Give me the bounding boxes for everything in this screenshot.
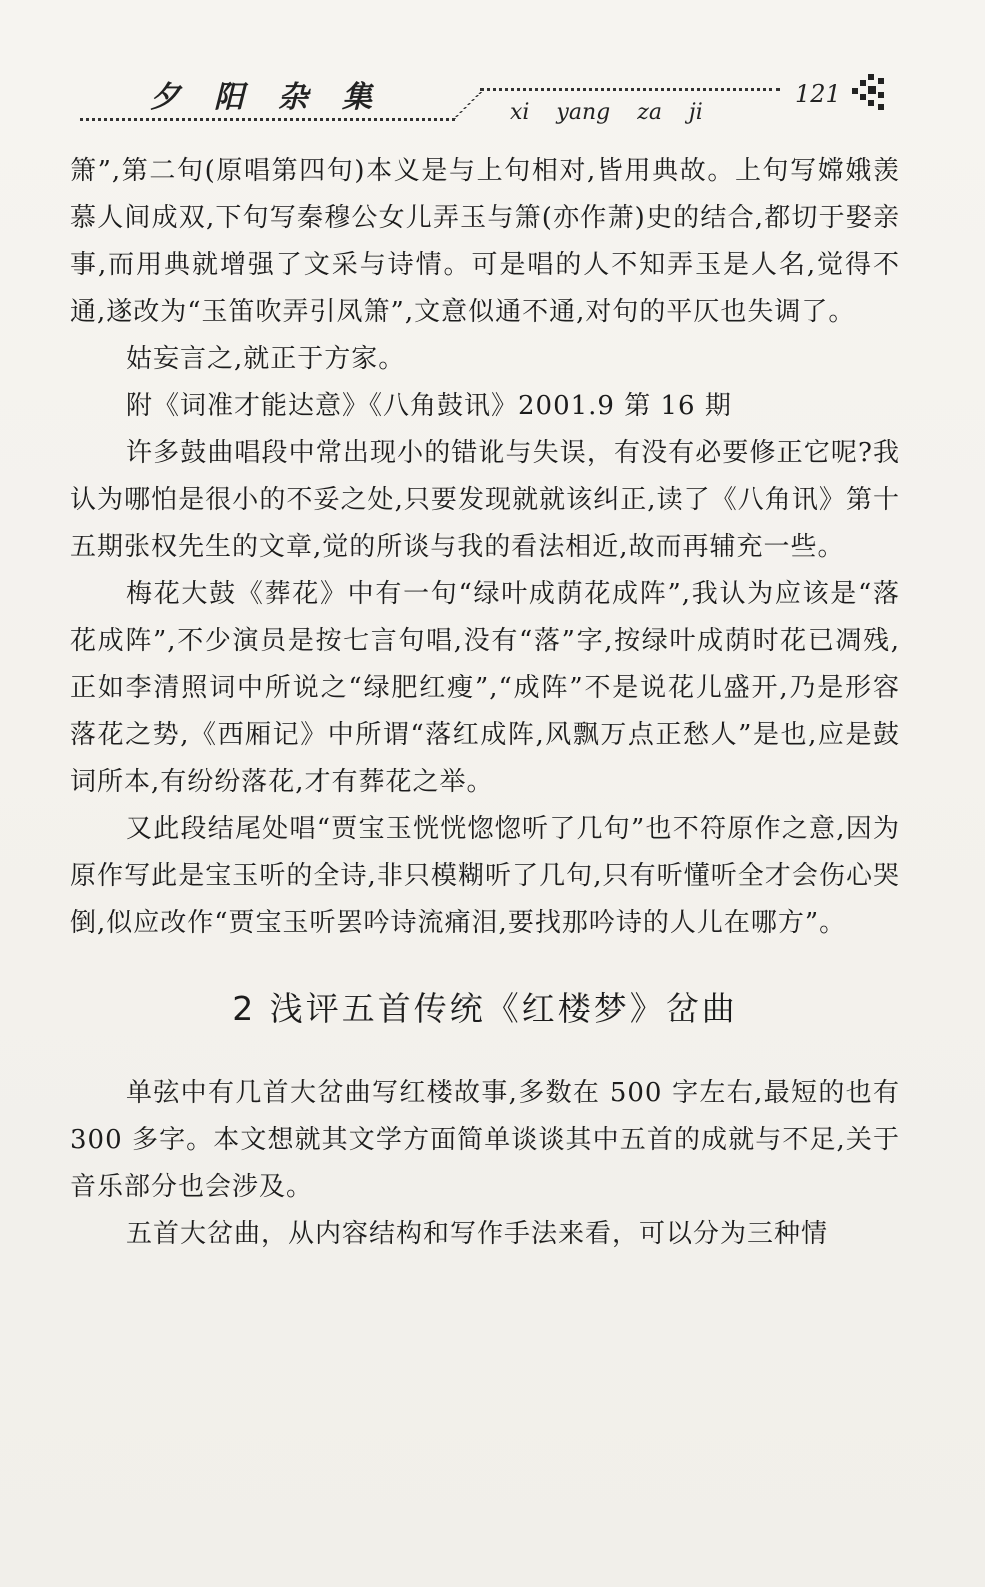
paragraph: 姑妄言之,就正于方家。 <box>126 344 406 374</box>
paragraph: 许多鼓曲唱段中常出现小的错讹与失误，有没有必要修正它呢?我认为哪怕是很小的不妥之处,只要发现就就该纠正,读了《八角讯》第十五期张权先生的文章,觉的所谈与我的看法相近,故而再辅充一些。 <box>70 438 900 562</box>
paragraph: 附《词准才能达意》《八角鼓讯》2001.9 第 16 期 <box>126 391 732 421</box>
paragraph: 又此段结尾处唱“贾宝玉恍恍惚惚听了几句”也不符原作之意,因为原作写此是宝玉听的全诗,非只模糊听了几句,只有听懂听全才会伤心哭倒,似应改作“贾宝玉听罢吟诗流痛泪,要找那吟诗的人儿在哪方”。 <box>70 814 900 938</box>
header-dotted-rule-right <box>480 88 780 91</box>
page-number: 121 <box>795 80 841 108</box>
section-heading: 2 浅评五首传统《红楼梦》岔曲 <box>232 989 738 1028</box>
dots-ornament-icon <box>848 72 890 114</box>
paragraph: 梅花大鼓《葬花》中有一句“绿叶成荫花成阵”,我认为应该是“落花成阵”,不少演员是按七言句唱,没有“落”字,按绿叶成荫时花已凋残,正如李清照词中所说之“绿肥红瘦”,“成阵”不是说花儿盛开,乃是形容落花之势,《西厢记》中所谓“落红成阵,风飘万点正愁人”是也,应是鼓词所本,有纷纷落花,才有葬花之举。 <box>70 579 900 797</box>
paragraph: 箫”,第二句(原唱第四句)本义是与上句相对,皆用典故。上句写嫦娥羡慕人间成双,下句写秦穆公女儿弄玉与箫(亦作萧)史的结合,都切于娶亲事,而用典就增强了文采与诗情。可是唱的人不知弄玉是人名,觉得不通,遂改为“玉笛吹弄引凤箫”,文意似通不通,对句的平仄也失调了。 <box>70 156 900 327</box>
header-dotted-slant <box>452 92 516 120</box>
running-header-pinyin: xi yang za ji <box>510 100 703 125</box>
paragraph: 单弦中有几首大岔曲写红楼故事,多数在 500 字左右,最短的也有 300 多字。本文想就其文学方面简单谈谈其中五首的成就与不足,关于音乐部分也会涉及。 <box>70 1078 900 1202</box>
running-header-title: 夕阳杂集 <box>150 80 406 115</box>
paragraph: 五首大岔曲，从内容结构和写作手法来看，可以分为三种情 <box>126 1219 829 1249</box>
header-dotted-rule-left <box>80 118 455 121</box>
body-text <box>70 148 900 1258</box>
